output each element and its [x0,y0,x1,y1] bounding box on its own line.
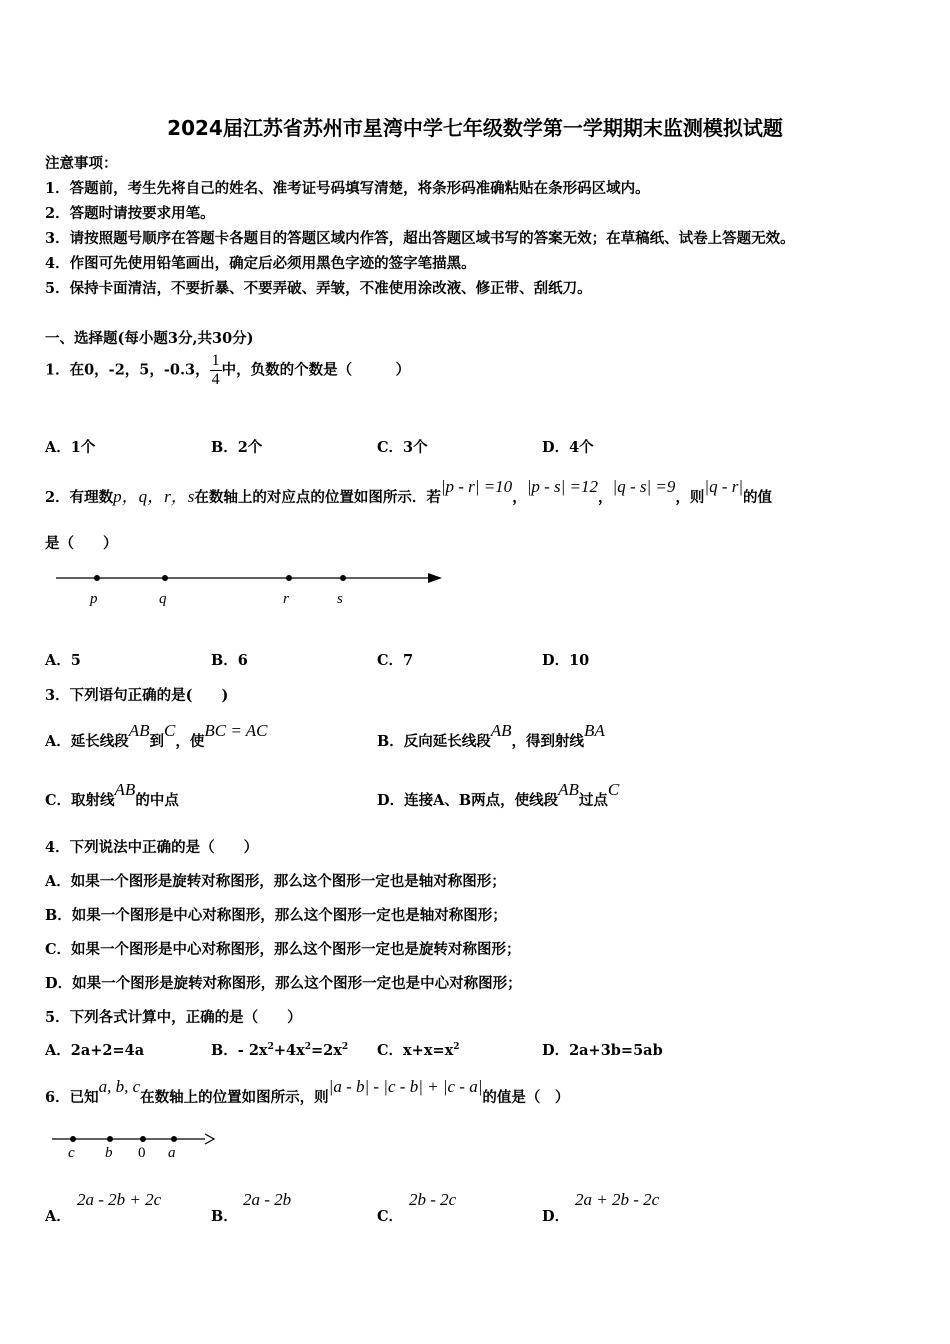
q2-option-c: C．7 [377,652,414,669]
q2-stem-part: 的值 [743,489,773,506]
notice-item-4: 4．作图可先使用铅笔画出，确定后必须用黑色字迹的签字笔描黑。 [45,255,476,272]
point-a-marker [171,1136,177,1142]
page-title: 2024届江苏省苏州市星湾中学七年级数学第一学期期末监测模拟试题 [167,116,783,140]
q2-condition-3: |q - s| =9 [612,477,676,496]
q2-asked-expression: |q - r| [704,477,744,496]
q6-stem-part: 在数轴上的位置如图所示，则 [140,1089,329,1106]
separator: ， [512,489,527,506]
q2-stem-part: 在数轴上的对应点的位置如图所示．若 [194,489,441,506]
q1-stem-part: 1．在0，-2，5，-0.3， [45,361,210,379]
option-label: B． [211,1042,238,1059]
q3-option-c [45,780,179,810]
q5-option-c [377,1039,460,1060]
notice-item-2: 2．答题时请按要求用笔。 [45,205,215,222]
math-expr: C [607,780,620,799]
q2-stem-line2: 是（ ） [45,535,118,552]
expr-part: - 2x [237,1042,268,1059]
q6-option-d-label: D． [542,1208,570,1225]
math-expr: AB [490,721,512,740]
notice-item-1: 1．答题前，考生先将自己的姓名、准考证号码填写清楚，将条形码准确粘贴在条形码区域内。 [45,180,650,197]
point-r-marker [286,575,292,581]
point-b-marker [107,1136,113,1142]
q3-d-text: 过点 [578,792,608,809]
separator: ， [598,489,613,506]
q3-option-a [45,721,268,751]
point-c-marker [70,1136,76,1142]
q6-option-b-label: B． [211,1208,238,1225]
question-3-stem: 3．下列语句正确的是( ) [45,687,229,704]
q2-option-a: A．5 [45,652,81,669]
q1-option-a: A．1个 [45,439,96,456]
point-a-label: a [168,1145,176,1161]
q1-option-c: C．3个 [377,439,428,456]
q3-b-text: ，得到射线 [511,733,585,750]
q6-expression: |a - b| - |c - b| + |c - a| [328,1077,483,1096]
fraction [210,352,222,389]
expr-part: +4x [273,1042,305,1059]
q3-option-b [377,721,605,751]
q3-option-d [377,780,620,810]
q2-option-d: D．10 [542,652,590,669]
math-expr: AB [128,721,150,740]
question-5-stem: 5．下列各式计算中，正确的是（ ） [45,1009,302,1026]
q4-option-c: C．如果一个图形是中心对称图形，那么这个图形一定也是旋转对称图形； [45,941,521,958]
q6-option-c-expr: 2b - 2c [409,1190,457,1209]
point-p-marker [94,575,100,581]
point-q-marker [162,575,168,581]
math-expr: AB [114,780,136,799]
q6-stem-part: 6．已知 [45,1089,99,1106]
q4-option-b: B．如果一个图形是中心对称图形，那么这个图形一定也是轴对称图形； [45,907,507,924]
fraction-denominator: 4 [211,371,220,388]
q2-condition-2: |p - s| =12 [526,477,599,496]
q4-option-a: A．如果一个图形是旋转对称图形，那么这个图形一定也是轴对称图形； [45,873,506,890]
math-expr: BA [584,721,605,740]
q6-option-b-expr: 2a - 2b [243,1190,292,1209]
q2-stem-part: 2．有理数 [45,489,114,506]
q3-b-text: B．反向延长线段 [377,733,491,750]
fraction-numerator: 1 [211,352,220,369]
q1-option-d: D．4个 [542,439,594,456]
q3-c-text: 的中点 [135,792,179,809]
superscript: 2 [341,1042,349,1053]
superscript: 2 [304,1042,311,1053]
q5-option-a: A．2a+2=4a [45,1042,145,1059]
question-1-stem [45,352,410,389]
notice-item-5: 5．保持卡面清洁，不要折暴、不要弄破、弄皱，不准使用涂改液、修正带、刮纸刀。 [45,280,592,297]
q2-condition-1: |p - r| =10 [440,477,513,496]
q3-d-text: D．连接A、B两点，使线段 [377,792,559,809]
q5-option-b [211,1039,348,1060]
q2-stem-part: ，则 [675,489,705,506]
q6-option-c-label: C． [377,1208,404,1225]
q4-option-d: D．如果一个图形是旋转对称图形，那么这个图形一定也是中心对称图形； [45,975,522,992]
q1-option-b: B．2个 [211,439,263,456]
q5-option-d: D．2a+3b=5ab [542,1042,663,1059]
arrow-icon [205,1134,214,1144]
math-expr: C [164,721,176,740]
arrow-icon [428,573,442,583]
point-s-marker [340,575,346,581]
q3-a-text: A．延长线段 [45,733,129,750]
q1-stem-part: 中，负数的个数是（ ） [221,361,411,379]
point-zero-marker [140,1136,146,1142]
question-6-stem [45,1077,570,1107]
math-expr: AB [558,780,579,799]
question-4-stem: 4．下列说法中正确的是（ ） [45,839,259,856]
notice-item-3: 3．请按照题号顺序在答题卡各题目的答题区域内作答，超出答题区域书写的答案无效；在草稿纸、试卷上答题无效。 [45,230,795,247]
q6-option-a-label: A． [45,1208,71,1225]
q6-option-a-expr: 2a - 2b + 2c [77,1190,162,1209]
q3-a-text: 到 [149,733,165,750]
point-s-label: s [337,591,343,607]
point-b-label: b [105,1145,113,1161]
q6-number-line [48,1128,223,1163]
expr-part: =2x [311,1042,342,1059]
section-heading: 一、选择题(每小题3分,共30分) [45,330,254,347]
point-r-label: r [283,591,289,607]
expr-part: C．x+x=x [377,1042,454,1059]
q2-number-line [50,565,450,610]
point-q-label: q [159,591,167,607]
point-c-label: c [68,1145,75,1161]
q6-option-d-expr: 2a + 2b - 2c [575,1190,660,1209]
notice-heading: 注意事项： [45,155,118,172]
question-2-stem [45,477,773,507]
math-expr: BC = AC [204,721,268,740]
point-zero-label: 0 [138,1145,146,1161]
q2-variables: p，q，r，s [113,487,195,506]
q6-variables: a, b, c [98,1077,141,1096]
q3-a-text: ，使 [175,733,205,750]
q6-stem-part: 的值是（ ） [482,1089,570,1106]
superscript: 2 [267,1042,274,1053]
superscript: 2 [453,1042,460,1053]
q2-option-b: B．6 [211,652,248,669]
q3-c-text: C．取射线 [45,792,115,809]
point-p-label: p [90,591,98,607]
